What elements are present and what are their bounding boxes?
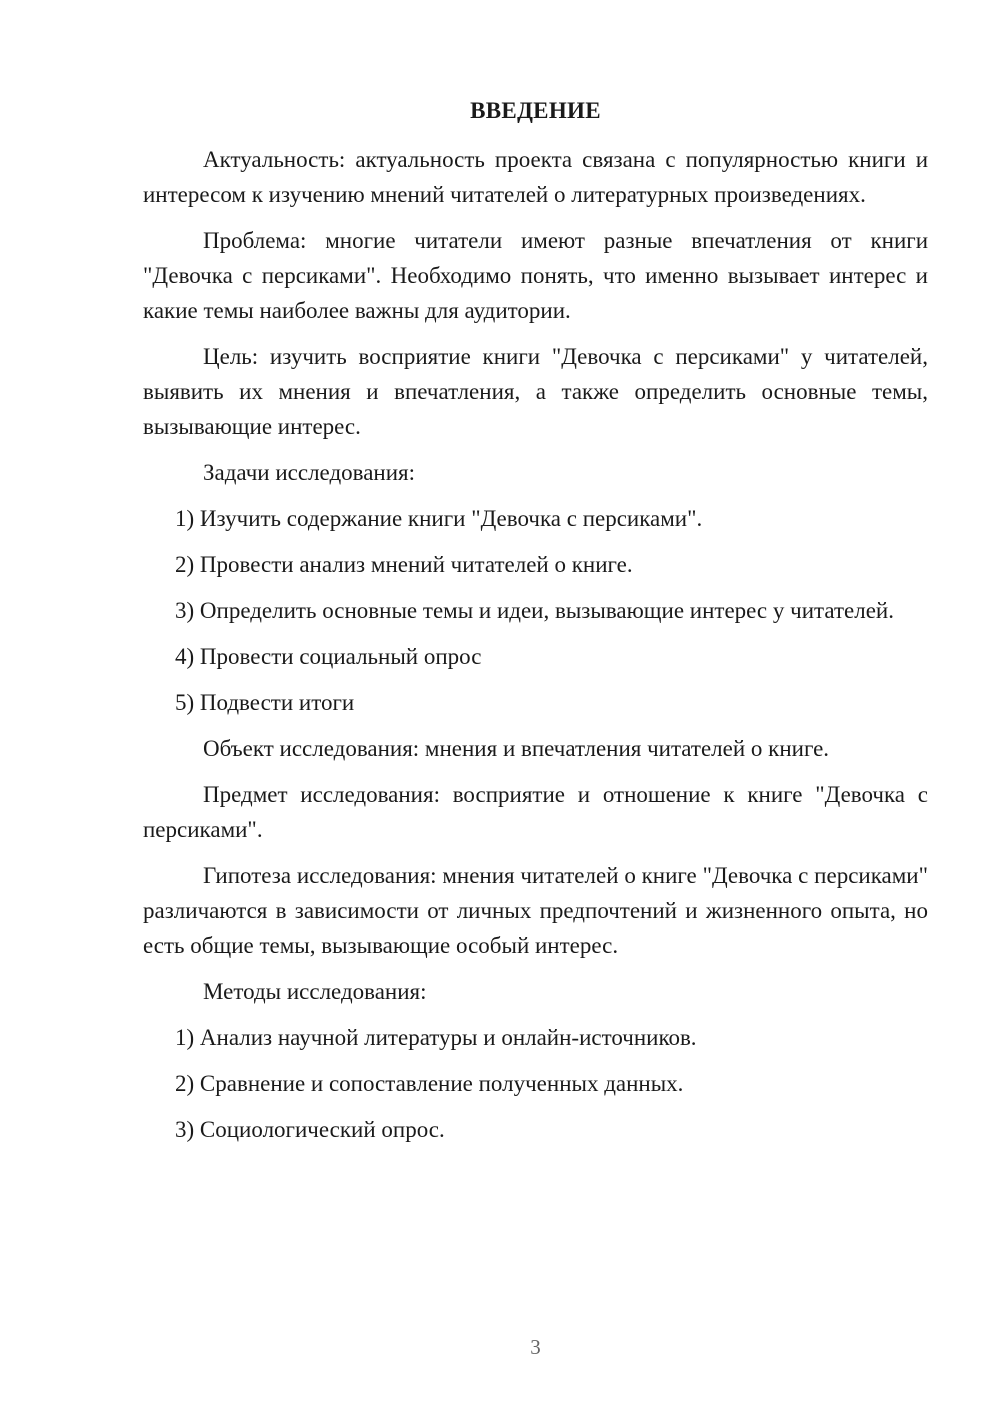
task-list-item: 2) Провести анализ мнений читателей о книге.	[175, 552, 633, 577]
paragraph-hypothesis: Гипотеза исследования: мнения читателей о книге "Девочка с персиками" различаются в зависимости от личных предпочтений и жизненного опыта, но есть общие темы, вызывающие особый интерес.	[143, 863, 928, 958]
paragraph-methods-heading: Методы исследования:	[203, 979, 427, 1004]
method-list-item: 2) Сравнение и сопоставление полученных данных.	[175, 1071, 684, 1096]
section-title: ВВЕДЕНИЕ	[470, 98, 601, 123]
paragraph-object: Объект исследования: мнения и впечатления читателей о книге.	[203, 736, 830, 761]
paragraph-goal: Цель: изучить восприятие книги "Девочка с персиками" у читателей, выявить их мнения и впечатления, а также определить основные темы, вызывающие интерес.	[143, 344, 928, 439]
task-list-item: 4) Провести социальный опрос	[175, 644, 482, 669]
paragraph-relevance: Актуальность: актуальность проекта связана с популярностью книги и интересом к изучению мнений читателей о литературных произведениях.	[143, 147, 928, 207]
task-list-item: 1) Изучить содержание книги "Девочка с персиками".	[175, 506, 703, 531]
task-list-item: 3) Определить основные темы и идеи, вызывающие интерес у читателей.	[175, 598, 894, 623]
document-body	[143, 142, 928, 1158]
paragraph-problem: Проблема: многие читатели имеют разные впечатления от книги "Девочка с персиками". Необходимо понять, что именно вызывает интерес и какие темы наиболее важны для аудитории.	[143, 228, 928, 323]
paragraph-tasks-heading: Задачи исследования:	[203, 460, 416, 485]
page-number: 3	[530, 1335, 541, 1359]
method-list-item: 3) Социологический опрос.	[175, 1117, 445, 1142]
paragraph-subject: Предмет исследования: восприятие и отношение к книге "Девочка с персиками".	[143, 782, 928, 842]
task-list-item: 5) Подвести итоги	[175, 690, 355, 715]
method-list-item: 1) Анализ научной литературы и онлайн-источников.	[175, 1025, 697, 1050]
document-page	[143, 0, 928, 1414]
